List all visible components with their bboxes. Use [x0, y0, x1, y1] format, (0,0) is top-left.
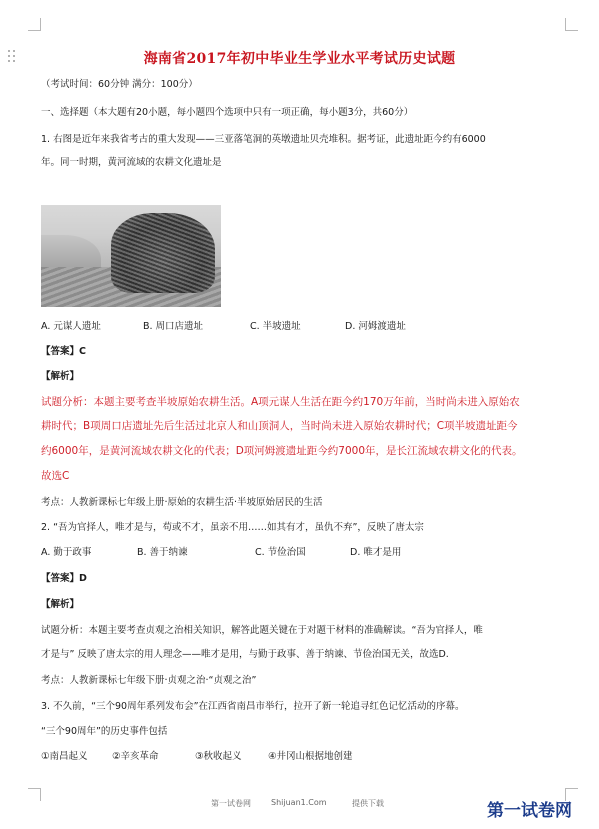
- question-1-stem: 1. 右图是近年来我省考古的重大发现——三亚落笔洞的英墩遗址贝壳堆积。据考证，此遗址距今约有6000: [41, 134, 486, 145]
- brand-logo-text: 第一试卷网: [487, 801, 572, 821]
- section-heading: 一、选择题（本大题有20小题，每小题四个选项中只有一项正确，每小题3分，共60分）: [41, 107, 414, 118]
- question-1-option: D. 河姆渡遗址: [345, 321, 406, 332]
- question-1-point: 考点：人教新课标七年级上册·原始的农耕生活·半坡原始居民的生活: [41, 497, 323, 508]
- analysis-text: 故选C: [41, 470, 70, 482]
- page-corner-mark: [28, 18, 41, 31]
- footer-url[interactable]: Shijuan1.Com: [271, 798, 327, 807]
- question-3-item: ④井冈山根据地创建: [268, 751, 353, 762]
- footer-site-name: 第一试卷网: [211, 799, 251, 808]
- question-2-option: A. 勤于政事: [41, 547, 92, 558]
- question-3-item: ③秋收起义: [195, 751, 242, 762]
- question-2-option: C. 节俭治国: [255, 547, 306, 558]
- archaeology-site-photo: [41, 205, 221, 307]
- page-corner-mark: [565, 18, 578, 31]
- analysis-text: 约6000年，是黄河流域农耕文化的代表；D项河姆渡遗址距今约7000年，是长江流域农耕文化的代表。: [41, 445, 523, 457]
- question-2-stem: 2. “吾为官择人，唯才是与，苟或不才，虽亲不用……如其有才，虽仇不弃”，反映了唐太宗: [41, 522, 424, 533]
- question-1-option: A. 元谋人遗址: [41, 321, 101, 332]
- question-3-item: ②辛亥革命: [112, 751, 159, 762]
- question-2-option: D. 唯才是用: [350, 547, 402, 558]
- question-2-point: 考点：人教新课标七年级下册·贞观之治·“贞观之治”: [41, 675, 257, 686]
- analysis-text: 试题分析：本题主要考查贞观之治相关知识，解答此题关键在于对题干材料的准确解读。“吾为官择人，唯: [41, 625, 483, 636]
- question-3-item: ①南昌起义: [41, 751, 88, 762]
- question-3-stem: “三个90周年”的历史事件包括: [41, 726, 168, 737]
- exam-info: （考试时间：60分钟 满分：100分）: [41, 79, 198, 90]
- analysis-text: 试题分析：本题主要考查半坡原始农耕生活。A项元谋人生活在距今约170万年前，当时尚未进入原始农: [41, 396, 520, 408]
- question-1-answer: 【答案】C: [41, 346, 86, 357]
- question-1-analysis-label: 【解析】: [41, 371, 80, 382]
- question-1-stem: 年。同一时期，黄河流域的农耕文化遗址是: [41, 157, 222, 168]
- question-2-analysis-label: 【解析】: [41, 599, 80, 610]
- page-corner-mark: [28, 788, 41, 801]
- question-2-answer: 【答案】D: [41, 573, 87, 584]
- question-1-option: B. 周口店遗址: [143, 321, 204, 332]
- question-1-option: C. 半坡遗址: [250, 321, 301, 332]
- question-3-stem: 3. 不久前，“三个90周年系列发布会”在江西省南昌市举行，拉开了新一轮追寻红色记忆活动的序幕。: [41, 701, 465, 712]
- document-title: 海南省2017年初中毕业生学业水平考试历史试题: [143, 51, 456, 67]
- footer-download-text: 提供下载: [352, 799, 384, 808]
- question-2-option: B. 善于纳谏: [137, 547, 188, 558]
- analysis-text: 才是与” 反映了唐太宗的用人理念——唯才是用，与勤于政事、善于纳谏、节俭治国无关，故选D.: [41, 649, 449, 660]
- analysis-text: 耕时代；B项周口店遗址先后生活过北京人和山顶洞人，当时尚未进入原始农耕时代；C项半坡遗址距今: [41, 420, 518, 432]
